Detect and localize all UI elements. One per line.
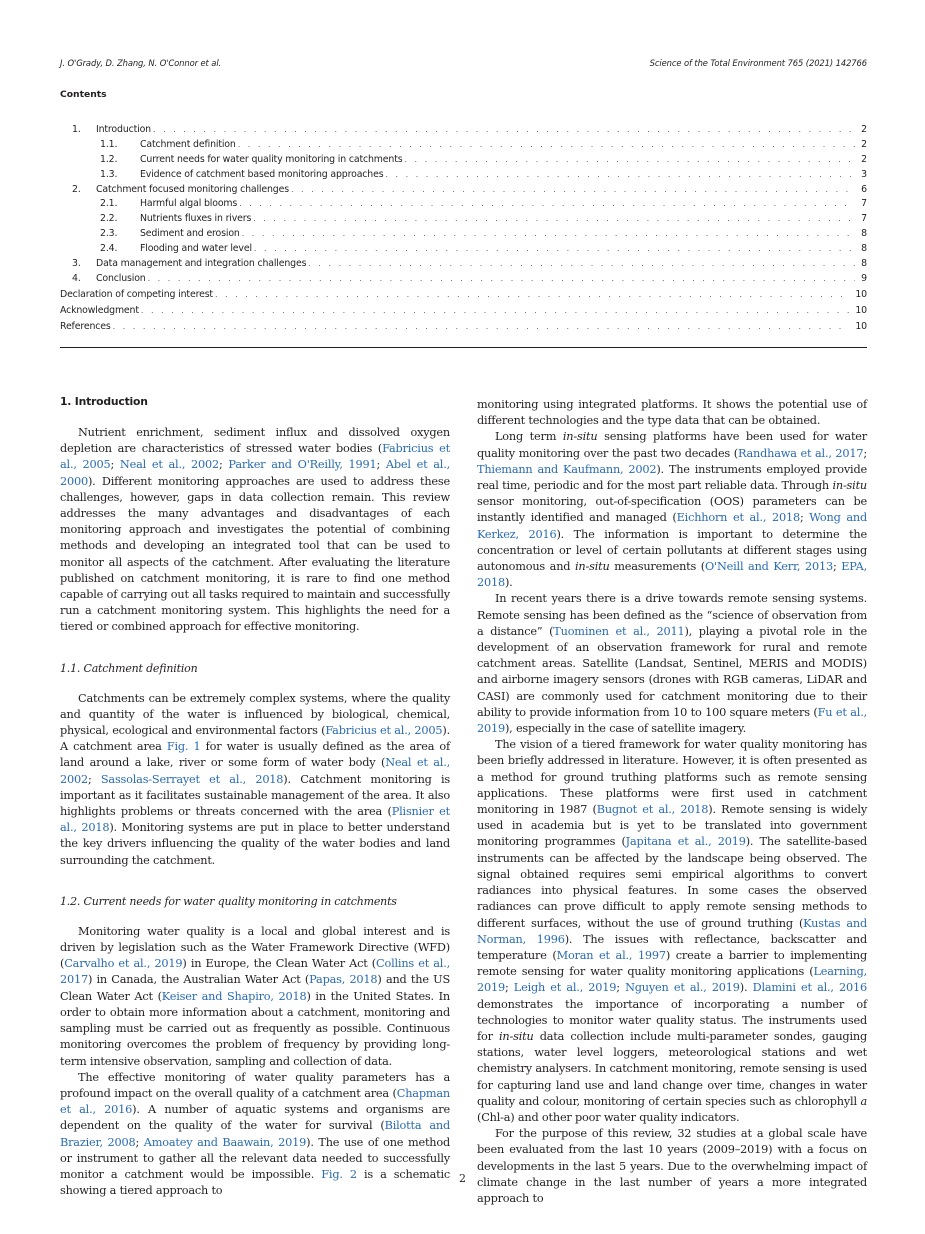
toc-item-label: Nutrients fluxes in rivers [140, 213, 252, 225]
citation-link[interactable]: Bugnot et al., 2018 [596, 803, 709, 817]
toc-item-page: 8 [861, 228, 867, 240]
right-column [477, 397, 867, 1207]
toc-leader-dots [308, 259, 855, 268]
subsection-heading-current-needs: 1.2. Current needs for water quality monitoring in catchments [60, 894, 397, 908]
toc-leader-dots [153, 125, 855, 134]
citation-link[interactable]: Thiemann and Kaufmann, 2002 [477, 462, 657, 476]
toc-item-page: 8 [861, 243, 867, 255]
citation-link[interactable]: Chapman et al., 2016 [60, 1086, 450, 1117]
citation-link[interactable]: Eichhorn et al., 2018 [676, 511, 800, 525]
toc-leader-dots [254, 244, 855, 253]
citation-link[interactable]: Tuominen et al., 2011 [553, 624, 685, 638]
toc-leader-dots [239, 199, 855, 208]
toc-item[interactable] [60, 258, 867, 273]
paragraph: The effective monitoring of water quality parameters has a profound impact on the overall quality of a catchment area (Chapman et al., 2016). A number of aquatic systems and organisms are dependent on the quality of the water for survival (Bilotta and Brazier, 2008; Amoatey and Baawain, 2019). The use of one method or instrument to gather all the relevant data needed to successfully monitor a catchment would be impossible. Fig. 2 is a schematic showing a tiered approach to [60, 1070, 451, 1198]
toc-item-number: 2.4. [100, 243, 118, 255]
toc-item[interactable] [60, 305, 867, 320]
paragraph: Monitoring water quality is a local and global interest and is driven by legislation such as the Water Framework Directive (WFD) (Carvalho et al., 2019) in Europe, the Clean Water Act (Collins et al., 2017) in Canada, the Australian Water Act (Papas, 2018) and the US Clean Water Act (Keiser and Shapiro, 2018) in the United States. In order to obtain more information about a catchment, monitoring and sampling must be carried out as frequently as possible. Continuous monitoring overcomes the problem of frequency by providing long-term intensive observation, sampling and collection of data. [60, 924, 451, 1068]
italic-term: in-situ [562, 430, 598, 444]
header-journal: Science of the Total Environment 765 (2021) 142766 [649, 58, 867, 68]
toc-item-label: Acknowledgment [60, 304, 139, 316]
citation-link[interactable]: Fig. 1 [166, 740, 201, 754]
citation-link[interactable]: Sassolas-Serrayet et al., 2018 [100, 772, 284, 786]
citation-link[interactable]: Neal et al., 2002 [60, 756, 450, 786]
toc-item-page: 2 [861, 138, 867, 150]
toc-item[interactable] [60, 198, 867, 213]
paragraph: Nutrient enrichment, sediment influx and dissolved oxygen depletion are characteristics of stressed water bodies (Fabricius et al., 2005; Neal et al., 2002; Parker and O'Reilly, 1991; Abel et al., 2000). Different monitoring approaches are used to address these challenges, however, gaps in data collection remain. This review addresses the many advantages and disadvantages of each monitoring approach and investigates the potential of combining methods and developing an integrated tool that can be used to monitor all aspects of the catchment. After evaluating the literature published on catchment monitoring, it is rare to find one method capable of carrying out all tasks required to maintain and successfully run a catchment monitoring system. This highlights the need for a tiered or combined approach for effective monitoring. [60, 426, 450, 634]
toc-item-number: 2.3. [100, 228, 118, 240]
citation-link[interactable]: Neal et al., 2002 [119, 458, 219, 472]
citation-link[interactable]: Nguyen et al., 2019 [625, 981, 740, 995]
citation-link[interactable]: Learning, 2019 [477, 965, 867, 995]
citation-link[interactable]: Japitana et al., 2019 [625, 835, 746, 849]
citation-link[interactable]: Keiser and Shapiro, 2018 [161, 989, 307, 1003]
toc-leader-dots [148, 274, 856, 283]
paragraph: Catchments can be extremely complex systems, where the quality and quantity of the water is influenced by biological, chemical, physical, ecological and environmental factors (Fabricius et al., 2005). A catchment area Fig. 1 for water is usually defined as the area of land around a lake, river or some form of water body (Neal et al., 2002; Sassolas-Serrayet et al., 2018). Catchment monitoring is important as it facilitates sustainable management of the area. It also highlights problems or threats concerned with the area (Plisnier et al., 2018). Monitoring systems are put in place to better understand the key drivers influencing the quality of the water bodies and land surrounding the catchment. [60, 691, 451, 867]
toc-item-page: 8 [861, 258, 867, 270]
italic-term: in-situ [832, 479, 867, 493]
paragraph: For the purpose of this review, 32 studies at a global scale have been evaluated from the last 10 years (2009–2019) with a focus on developments in the last 5 years. Due to the overwhelming impact of climate change in the last number of years a more integrated approach to [477, 1127, 867, 1205]
toc-item-label: Catchment definition [140, 138, 236, 150]
citation-link[interactable]: Abel et al., 2000 [60, 458, 450, 488]
toc-item-label: Harmful algal blooms [140, 198, 238, 210]
citation-link[interactable]: Fig. 2 [321, 1167, 357, 1181]
toc-leader-dots [404, 155, 855, 164]
toc-item-page: 10 [855, 288, 867, 300]
citation-link[interactable]: Fu et al., 2019 [477, 705, 867, 736]
toc-item-page: 2 [861, 153, 867, 165]
italic-term: in-situ [575, 560, 610, 574]
toc-item-page: 7 [861, 213, 867, 225]
toc-item[interactable] [60, 321, 867, 336]
toc-item-page: 3 [861, 168, 867, 180]
toc-item[interactable] [60, 228, 867, 243]
toc-item-number: 2. [72, 183, 81, 195]
toc-item[interactable] [60, 289, 867, 304]
citation-link[interactable]: Fabricius et al., 2005 [325, 724, 443, 738]
paragraph: Long term in-situ sensing platforms have been used for water quality monitoring over the past two decades (Randhawa et al., 2017; Thiemann and Kaufmann, 2002). The instruments employed provide real time, periodic and for the most part reliable data. Through in-situ sensor monitoring, out-of-specification (OOS) parameters can be instantly identified and managed (Eichhorn et al., 2018; Wong and Kerkez, 2016). The information is important to determine the concentration or level of certain pollutants at different stages using autonomous and in-situ measurements (O'Neill and Kerr, 2013; EPA, 2018). [477, 430, 868, 590]
citation-link[interactable]: Wong and Kerkez, 2016 [477, 511, 868, 541]
section-heading-introduction: 1. Introduction [60, 395, 148, 408]
toc-item-number: 1.3. [100, 168, 118, 180]
toc-item-number: 2.2. [100, 213, 118, 225]
toc-item-number: 4. [72, 272, 81, 284]
toc-leader-dots [253, 214, 855, 223]
toc-item-number: 1. [72, 124, 81, 135]
citation-link[interactable]: Fabricius et al., 2005 [60, 442, 450, 472]
citation-link[interactable]: Dlamini et al., 2016 [752, 981, 867, 995]
toc-item[interactable] [60, 124, 867, 139]
toc-item-label: Data management and integration challenges [96, 258, 307, 270]
toc-item-label: Declaration of competing interest [60, 288, 213, 300]
toc-item[interactable] [60, 273, 867, 288]
toc-item-label: Sediment and erosion [140, 228, 240, 240]
page-number: 2 [459, 1172, 466, 1185]
left-column [60, 393, 450, 1199]
header-authors: J. O'Grady, D. Zhang, N. O'Connor et al. [60, 58, 222, 68]
toc-item[interactable] [60, 213, 867, 228]
citation-link[interactable]: Parker and O'Reilly, 1991 [228, 458, 377, 472]
subsection-heading-catchment-definition: 1.1. Catchment definition [60, 661, 198, 675]
toc-item-label: Current needs for water quality monitoring in catchments [140, 153, 403, 165]
running-header [60, 58, 867, 72]
toc-leader-dots [385, 170, 855, 179]
toc-item-number: 3. [72, 258, 81, 270]
toc-item-page: 10 [855, 320, 867, 332]
citation-link[interactable]: Amoatey and Baawain, 2019 [143, 1135, 307, 1149]
citation-link[interactable]: Collins et al., 2017 [60, 957, 451, 987]
toc-leader-dots [238, 140, 855, 149]
toc-item-label: Flooding and water level [140, 243, 252, 255]
citation-link[interactable]: EPA, 2018 [477, 560, 867, 590]
citation-link[interactable]: Plisnier et al., 2018 [60, 805, 450, 835]
toc-item-page: 10 [855, 304, 867, 316]
toc-item-page: 9 [861, 272, 867, 284]
contents-divider [60, 347, 867, 348]
paragraph: In recent years there is a drive towards remote sensing systems. Remote sensing has been defined as the “science of observation from a distance” (Tuominen et al., 2011), playing a pivotal role in the development of an observation framework for rural and remote catchment areas. Satellite (Landsat, Sentinel, MERIS and MODIS) and airborne imagery sensors (drones with RGB cameras, LiDAR and CASI) are commonly used for catchment monitoring due to their ability to provide information from 10 to 100 square meters (Fu et al., 2019), especially in the case of satellite imagery. [477, 592, 867, 736]
citation-link[interactable]: Kustas and Norman, 1996 [477, 916, 868, 946]
toc-item[interactable] [60, 184, 867, 199]
toc-leader-dots [215, 290, 849, 299]
toc-leader-dots [113, 322, 850, 331]
paragraph: The vision of a tiered framework for water quality monitoring has been briefly addressed in literature. However, it is often presented as a method for ground truthing platforms such as remote sensing applications. These platforms were first used in catchment monitoring in 1987 (Bugnot et al., 2018). Remote sensing is widely used in academia but is yet to be translated into government monitoring programmes (Japitana et al., 2019). The satellite-based instruments can be affected by the landscape being observed. The signal obtained requires semi empirical algorithms to convert radiances into physical features. In some cases the observed radiances can prove difficult to apply remote sensing methods to different surfaces, without the use of ground truthing (Kustas and Norman, 1996). The issues with reflectance, backscatter and temperature (Moran et al., 1997) create a barrier to implementing remote sensing for water quality monitoring applications (Learning, 2019; Leigh et al., 2019; Nguyen et al., 2019). Dlamini et al., 2016 demonstrates the importance of incorporating a number of technologies to monitor water quality status. The instruments used for in-situ data collection include multi-parameter sondes, gauging stations, water level loggers, meteorological stations and wet chemistry analysers. In catchment monitoring, remote sensing is used for capturing land use and land change over time, changes in water quality and colour, monitoring of certain species such as chlorophyll a (Chl-a) and other poor water quality indicators. [477, 738, 868, 1124]
toc-item-label: Evidence of catchment based monitoring approaches [140, 168, 384, 180]
citation-link[interactable]: Carvalho et al., 2019 [64, 957, 183, 971]
italic-term: a [860, 1094, 867, 1108]
citation-link[interactable]: Papas, 2018 [309, 973, 378, 987]
toc-leader-dots [242, 229, 855, 238]
italic-term: in-situ [498, 1029, 534, 1043]
citation-link[interactable]: O'Neill and Kerr, 2013 [705, 560, 833, 574]
citation-link[interactable]: Randhawa et al., 2017 [737, 446, 864, 460]
toc-item-page: 2 [861, 124, 867, 135]
toc-item-label: Catchment focused monitoring challenges [96, 183, 289, 195]
contents-title: Contents [60, 89, 107, 100]
citation-link[interactable]: Bilotta and Brazier, 2008 [60, 1119, 451, 1149]
toc-item-number: 1.2. [100, 153, 118, 165]
toc-item-label: Introduction [96, 124, 151, 135]
toc-item-label: References [60, 320, 111, 332]
toc-item[interactable] [60, 243, 867, 258]
toc-leader-dots [291, 185, 855, 194]
citation-link[interactable]: Leigh et al., 2019 [513, 981, 617, 995]
paragraph: monitoring using integrated platforms. It shows the potential use of different technologies and the type data that can be obtained. [477, 398, 867, 428]
table-of-contents [60, 124, 867, 335]
toc-item-number: 1.1. [100, 138, 118, 150]
toc-item[interactable] [60, 154, 867, 169]
toc-item-page: 7 [861, 198, 867, 210]
toc-item[interactable] [60, 169, 867, 184]
toc-leader-dots [141, 306, 849, 315]
toc-item-number: 2.1. [100, 198, 118, 210]
toc-item-label: Conclusion [96, 272, 146, 284]
toc-item[interactable] [60, 139, 867, 154]
toc-item-page: 6 [861, 183, 867, 195]
citation-link[interactable]: Moran et al., 1997 [556, 948, 666, 962]
